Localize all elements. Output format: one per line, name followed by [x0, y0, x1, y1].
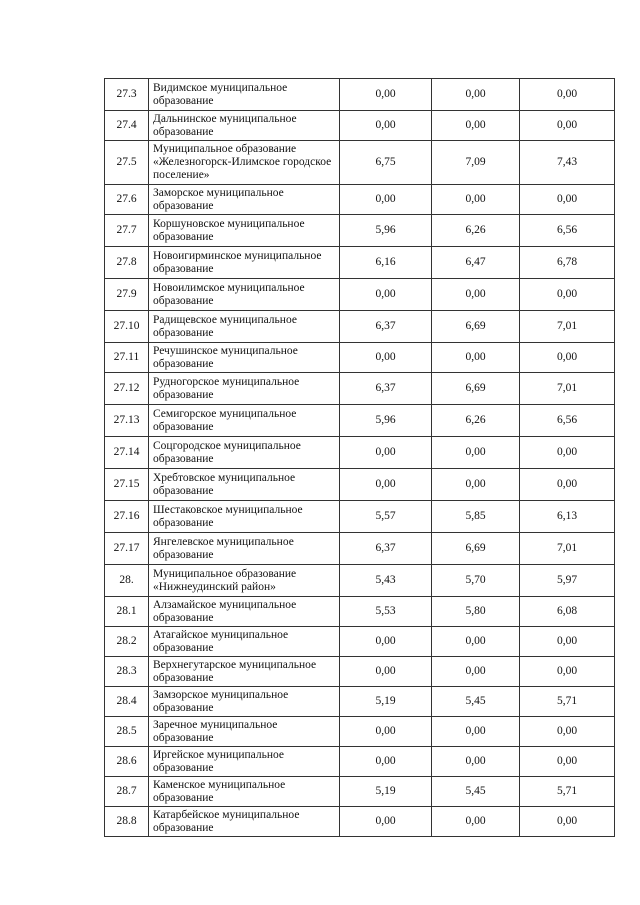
value-col-1: 5,19	[340, 687, 432, 717]
table-row	[105, 405, 615, 437]
value-col-3: 6,78	[520, 247, 615, 279]
row-number: 28.3	[105, 657, 149, 687]
value-col-3: 0,00	[520, 807, 615, 837]
table-row	[105, 469, 615, 501]
value-col-3: 0,00	[520, 437, 615, 469]
row-number: 27.10	[105, 311, 149, 343]
row-number: 27.4	[105, 111, 149, 141]
value-col-3: 0,00	[520, 185, 615, 215]
value-col-2: 5,70	[432, 565, 520, 597]
table-row	[105, 311, 615, 343]
table-row	[105, 687, 615, 717]
table-row	[105, 437, 615, 469]
value-col-1: 6,37	[340, 311, 432, 343]
table-body	[105, 79, 615, 837]
value-col-1: 0,00	[340, 185, 432, 215]
row-number: 28.1	[105, 597, 149, 627]
municipality-name: Семигорское муниципальное образование	[149, 405, 340, 437]
value-col-3: 0,00	[520, 717, 615, 747]
value-col-1: 0,00	[340, 717, 432, 747]
row-number: 28.6	[105, 747, 149, 777]
row-number: 27.8	[105, 247, 149, 279]
municipality-name: Алзамайское муниципальное образование	[149, 597, 340, 627]
municipality-name: Заморское муниципальное образование	[149, 185, 340, 215]
municipality-name: Радищевское муниципальное образование	[149, 311, 340, 343]
municipality-name: Атагайское муниципальное образование	[149, 627, 340, 657]
value-col-3: 0,00	[520, 469, 615, 501]
value-col-3: 0,00	[520, 79, 615, 111]
value-col-1: 0,00	[340, 437, 432, 469]
value-col-2: 0,00	[432, 717, 520, 747]
value-col-2: 0,00	[432, 111, 520, 141]
row-number: 28.7	[105, 777, 149, 807]
table-row	[105, 373, 615, 405]
row-number: 27.9	[105, 279, 149, 311]
table-row	[105, 597, 615, 627]
value-col-1: 6,16	[340, 247, 432, 279]
value-col-2: 5,85	[432, 501, 520, 533]
value-col-3: 6,56	[520, 215, 615, 247]
value-col-2: 5,45	[432, 687, 520, 717]
table-row	[105, 717, 615, 747]
row-number: 28.2	[105, 627, 149, 657]
municipality-name: Катарбейское муниципальное образование	[149, 807, 340, 837]
table-row	[105, 565, 615, 597]
value-col-3: 0,00	[520, 627, 615, 657]
value-col-1: 0,00	[340, 279, 432, 311]
value-col-3: 6,13	[520, 501, 615, 533]
value-col-3: 5,71	[520, 777, 615, 807]
table-row	[105, 777, 615, 807]
value-col-3: 5,97	[520, 565, 615, 597]
row-number: 27.13	[105, 405, 149, 437]
value-col-2: 0,00	[432, 747, 520, 777]
table-row	[105, 111, 615, 141]
table-row	[105, 279, 615, 311]
tariff-table	[104, 78, 615, 837]
value-col-2: 6,26	[432, 405, 520, 437]
municipality-name: Соцгородское муниципальное образование	[149, 437, 340, 469]
value-col-2: 6,69	[432, 533, 520, 565]
table-row	[105, 807, 615, 837]
value-col-2: 5,80	[432, 597, 520, 627]
row-number: 27.15	[105, 469, 149, 501]
value-col-2: 0,00	[432, 79, 520, 111]
value-col-3: 7,01	[520, 533, 615, 565]
row-number: 28.4	[105, 687, 149, 717]
value-col-1: 0,00	[340, 469, 432, 501]
value-col-2: 0,00	[432, 807, 520, 837]
row-number: 28.	[105, 565, 149, 597]
table-row	[105, 247, 615, 279]
value-col-1: 0,00	[340, 627, 432, 657]
row-number: 28.8	[105, 807, 149, 837]
value-col-1: 0,00	[340, 343, 432, 373]
table-row	[105, 627, 615, 657]
row-number: 27.16	[105, 501, 149, 533]
municipality-name: Муниципальное образование «Нижнеудинский район»	[149, 565, 340, 597]
municipality-name: Новоилимское муниципальное образование	[149, 279, 340, 311]
value-col-3: 7,01	[520, 311, 615, 343]
value-col-1: 0,00	[340, 79, 432, 111]
value-col-1: 6,37	[340, 373, 432, 405]
row-number: 27.14	[105, 437, 149, 469]
value-col-1: 5,43	[340, 565, 432, 597]
municipality-name: Рудногорское муниципальное образование	[149, 373, 340, 405]
value-col-1: 0,00	[340, 111, 432, 141]
value-col-3: 0,00	[520, 111, 615, 141]
value-col-3: 7,43	[520, 141, 615, 185]
value-col-3: 0,00	[520, 747, 615, 777]
table-row	[105, 501, 615, 533]
municipality-name: Замзорское муниципальное образование	[149, 687, 340, 717]
table-row	[105, 533, 615, 565]
table-row	[105, 657, 615, 687]
value-col-2: 0,00	[432, 627, 520, 657]
table-row	[105, 343, 615, 373]
value-col-3: 6,08	[520, 597, 615, 627]
row-number: 27.17	[105, 533, 149, 565]
value-col-1: 5,57	[340, 501, 432, 533]
municipality-name: Иргейское муниципальное образование	[149, 747, 340, 777]
value-col-2: 0,00	[432, 657, 520, 687]
municipality-name: Каменское муниципальное образование	[149, 777, 340, 807]
value-col-1: 0,00	[340, 807, 432, 837]
value-col-3: 7,01	[520, 373, 615, 405]
value-col-1: 0,00	[340, 747, 432, 777]
table-row	[105, 215, 615, 247]
municipality-name: Коршуновское муниципальное образование	[149, 215, 340, 247]
row-number: 27.3	[105, 79, 149, 111]
value-col-2: 6,69	[432, 311, 520, 343]
value-col-2: 0,00	[432, 279, 520, 311]
municipality-name: Шестаковское муниципальное образование	[149, 501, 340, 533]
municipality-name: Муниципальное образование «Железногорск-Илимское городское поселение»	[149, 141, 340, 185]
value-col-1: 6,75	[340, 141, 432, 185]
municipality-name: Верхнегутарское муниципальное образование	[149, 657, 340, 687]
value-col-3: 5,71	[520, 687, 615, 717]
value-col-2: 6,47	[432, 247, 520, 279]
value-col-1: 5,19	[340, 777, 432, 807]
table-row	[105, 747, 615, 777]
value-col-3: 0,00	[520, 657, 615, 687]
value-col-2: 5,45	[432, 777, 520, 807]
value-col-2: 6,26	[432, 215, 520, 247]
value-col-1: 5,53	[340, 597, 432, 627]
value-col-3: 0,00	[520, 343, 615, 373]
municipality-name: Речушинское муниципальное образование	[149, 343, 340, 373]
table-row	[105, 79, 615, 111]
value-col-3: 6,56	[520, 405, 615, 437]
value-col-2: 0,00	[432, 469, 520, 501]
value-col-1: 5,96	[340, 405, 432, 437]
value-col-2: 0,00	[432, 437, 520, 469]
value-col-2: 6,69	[432, 373, 520, 405]
row-number: 27.7	[105, 215, 149, 247]
value-col-1: 6,37	[340, 533, 432, 565]
value-col-2: 0,00	[432, 343, 520, 373]
municipality-name: Дальнинское муниципальное образование	[149, 111, 340, 141]
municipality-name: Видимское муниципальное образование	[149, 79, 340, 111]
municipality-name: Новоигирминское муниципальное образование	[149, 247, 340, 279]
row-number: 27.6	[105, 185, 149, 215]
value-col-1: 0,00	[340, 657, 432, 687]
row-number: 27.11	[105, 343, 149, 373]
value-col-2: 7,09	[432, 141, 520, 185]
value-col-2: 0,00	[432, 185, 520, 215]
row-number: 28.5	[105, 717, 149, 747]
municipality-name: Хребтовское муниципальное образование	[149, 469, 340, 501]
municipality-name: Заречное муниципальное образование	[149, 717, 340, 747]
table-row	[105, 185, 615, 215]
table-row	[105, 141, 615, 185]
value-col-1: 5,96	[340, 215, 432, 247]
value-col-3: 0,00	[520, 279, 615, 311]
row-number: 27.5	[105, 141, 149, 185]
municipality-name: Янгелевское муниципальное образование	[149, 533, 340, 565]
row-number: 27.12	[105, 373, 149, 405]
